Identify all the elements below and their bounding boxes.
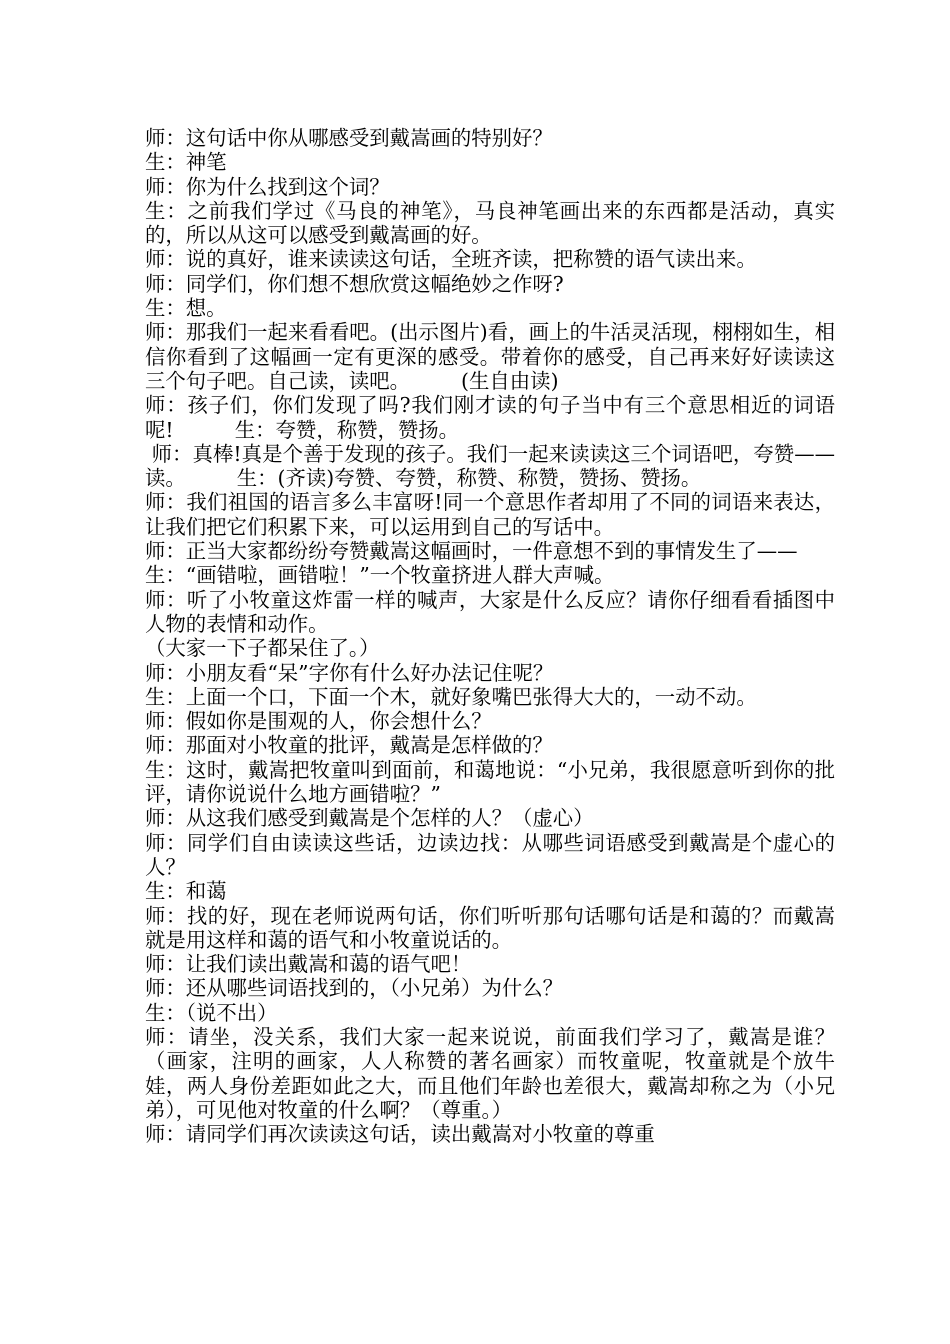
paragraph-5: 师：说的真好，谁来读读这句话，全班齐读，把称赞的语气读出来。: [145, 247, 757, 272]
paragraph-18: 师：假如你是围观的人，你会想什么？: [145, 709, 492, 734]
paragraph-11: 师：我们祖国的语言多么丰富呀!同一个意思作者却用了不同的词语来表达，让我们把它们积累下来，可以运用到自己的写话中。: [145, 490, 835, 539]
document-page: [145, 126, 835, 1146]
paragraph-12: 师：正当大家都纷纷夸赞戴嵩这幅画时，一件意想不到的事情发生了——: [145, 539, 798, 564]
paragraph-16: 师：小朋友看“呆”字你有什么好办法记住呢？: [145, 660, 554, 685]
paragraph-6: 师：同学们，你们想不想欣赏这幅绝妙之作呀?: [145, 271, 564, 296]
paragraph-13: 生：“画错啦，画错啦！”一个牧童挤进人群大声喊。: [145, 563, 615, 588]
paragraph-10: 师：真棒!真是个善于发现的孩子。我们一起来读读这三个词语吧，夸赞——读。 生：(齐读)夸赞、夸赞，称赞、称赞，赞扬、赞扬。: [145, 441, 835, 491]
paragraph-24: 师：找的好，现在老师说两句话，你们听听那句话哪句话是和蔼的？而戴嵩就是用这样和蔼的语气和小牧童说话的。: [145, 903, 835, 952]
paragraph-17: 生：上面一个口，下面一个木，就好象嘴巴张得大大的，一动不动。: [145, 684, 757, 709]
paragraph-27: 生：（说不出）: [145, 1000, 278, 1025]
paragraph-9: 师：孩子们，你们发现了吗?我们刚才读的句子当中有三个意思相近的词语呢! 生：夸赞，称赞，赞扬。: [145, 393, 835, 442]
paragraph-1: 师：这句话中你从哪感受到戴嵩画的特别好？: [145, 126, 553, 150]
paragraph-2: 生：神笔: [145, 150, 227, 175]
paragraph-19: 师：那面对小牧童的批评，戴嵩是怎样做的？: [145, 733, 553, 758]
paragraph-25: 师：让我们读出戴嵩和蔼的语气吧！: [145, 952, 472, 977]
paragraph-22: 师：同学们自由读读这些话，边读边找：从哪些词语感受到戴嵩是个虚心的人？: [145, 830, 835, 879]
paragraph-26: 师：还从哪些词语找到的，（小兄弟）为什么？: [145, 976, 564, 1001]
paragraph-21: 师：从这我们感受到戴嵩是个怎样的人？（虚心）: [145, 806, 594, 831]
paragraph-8: 师：那我们一起来看看吧。(出示图片)看，画上的牛活灵活现，栩栩如生，相信你看到了这幅画一定有更深的感受。带着你的感受，自己再来好好读读这三个句子吧。自己读，读吧。 (生自由读): [145, 320, 835, 393]
paragraph-29: 师：请同学们再次读读这句话，读出戴嵩对小牧童的尊重: [145, 1122, 655, 1147]
paragraph-15: （大家一下子都呆住了。）: [145, 636, 380, 661]
paragraph-7: 生：想。: [145, 296, 227, 321]
paragraph-4: 生：之前我们学过《马良的神笔》，马良神笔画出来的东西都是活动，真实的，所以从这可以感受到戴嵩画的好。: [145, 198, 835, 248]
paragraph-20: 生：这时，戴嵩把牧童叫到面前，和蔼地说：“小兄弟，我很愿意听到你的批评，请你说说什么地方画错啦？”: [145, 757, 835, 807]
paragraph-23: 生：和蔼: [145, 879, 227, 904]
paragraph-14: 师：听了小牧童这炸雷一样的喊声，大家是什么反应？请你仔细看看插图中人物的表情和动作。: [145, 587, 835, 636]
paragraph-3: 师：你为什么找到这个词？: [145, 174, 390, 199]
paragraph-28: 师：请坐，没关系，我们大家一起来说说，前面我们学习了，戴嵩是谁？（画家，注明的画家，人人称赞的著名画家）而牧童呢，牧童就是个放牛娃，两人身份差距如此之大，而且他们年龄也差很大，戴嵩却称之为（小兄弟），可见他对牧童的什么啊？（尊重。）: [145, 1024, 835, 1122]
